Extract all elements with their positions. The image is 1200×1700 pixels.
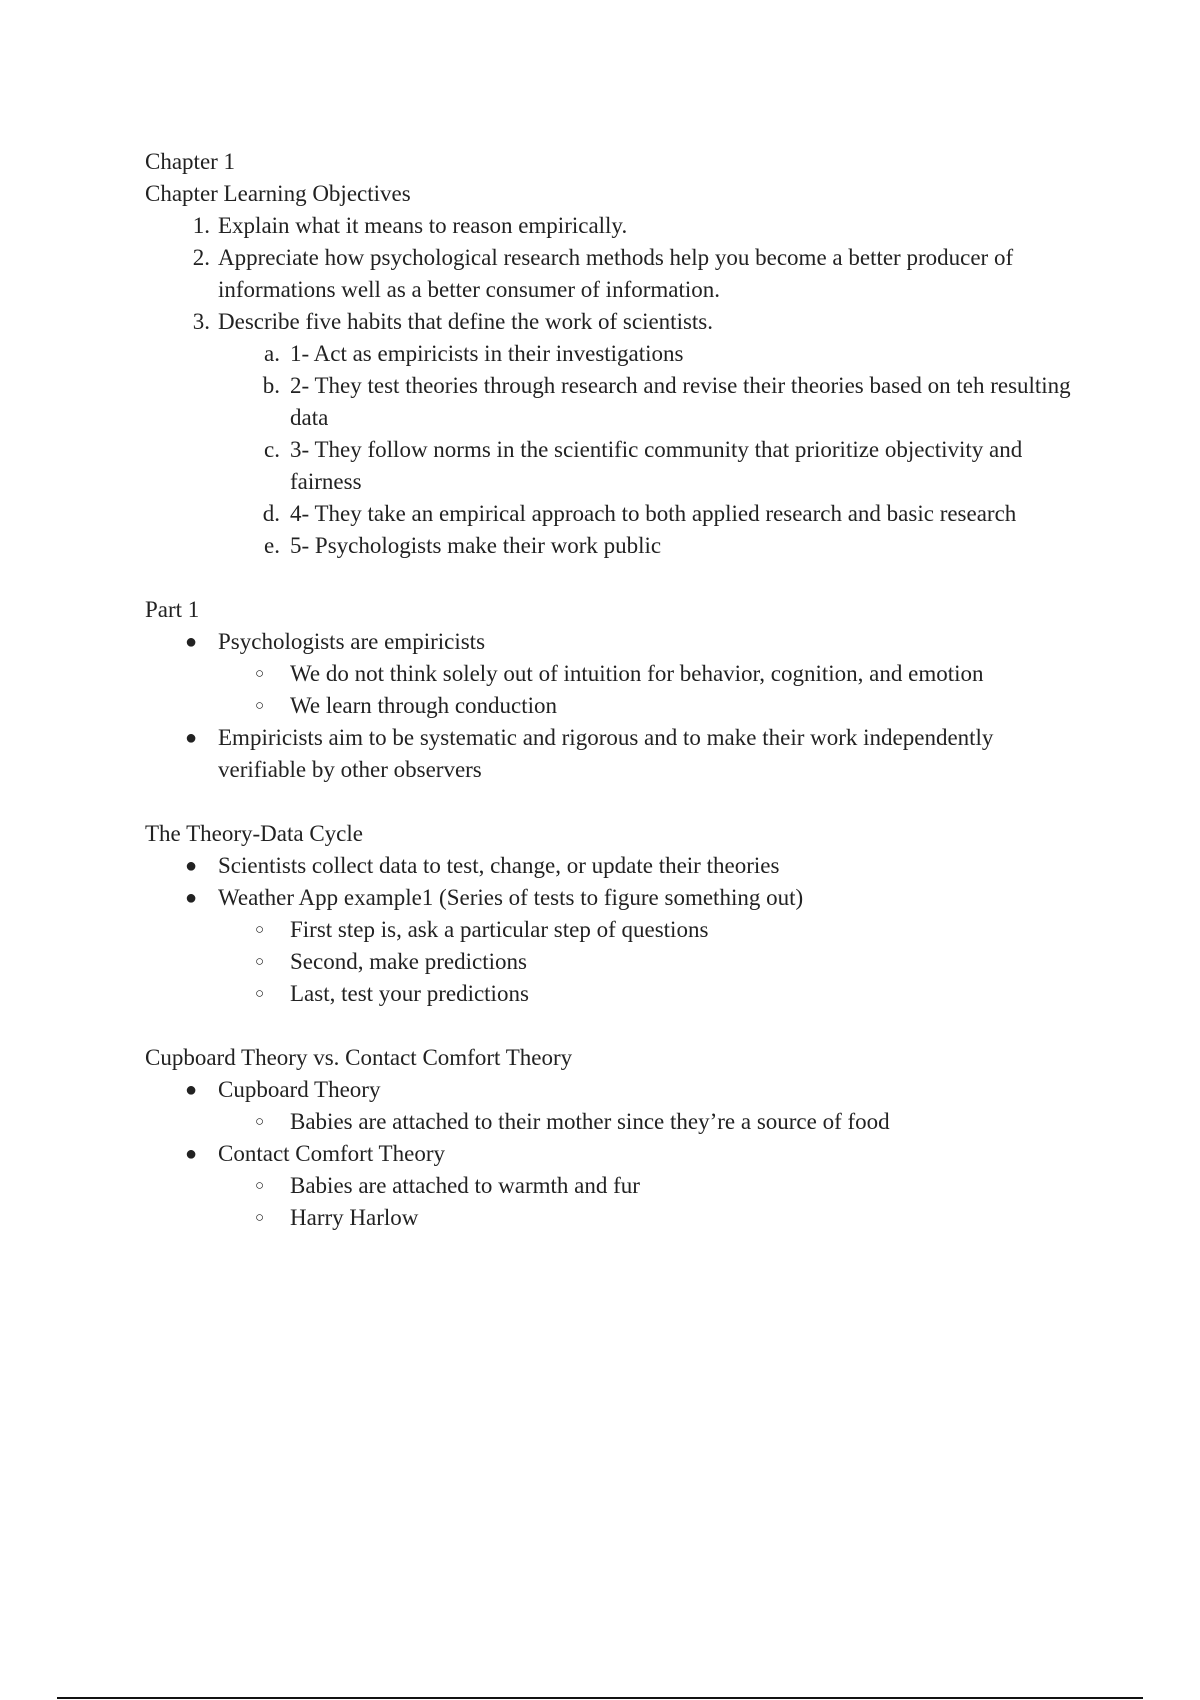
sub-bullet-item	[145, 658, 1085, 690]
sub-bullet-item	[145, 1106, 1085, 1138]
sub-bullet-text: We learn through conduction	[290, 693, 558, 718]
section-heading-cycle: The Theory-Data Cycle	[145, 821, 363, 846]
sub-bullet-text: First step is, ask a particular step of questions	[290, 917, 709, 942]
list-item-text: 2- They test theories through research and revise their theories based on teh resulting data	[290, 373, 1071, 430]
bullet-icon: ●	[185, 1143, 198, 1165]
bullet-icon: ●	[185, 631, 198, 653]
list-number: 2.	[192, 245, 210, 270]
sub-bullet-text: We do not think solely out of intuition for behavior, cognition, and emotion	[290, 661, 984, 686]
objectives-heading: Chapter Learning Objectives	[145, 181, 411, 206]
sub-bullet-item	[145, 1202, 1085, 1234]
sub-bullet-item	[145, 946, 1085, 978]
bullet-item	[145, 850, 1085, 882]
list-item-text: 3- They follow norms in the scientific community that prioritize objectivity and fairness	[290, 437, 1023, 494]
bullet-text: Scientists collect data to test, change, or update their theories	[218, 853, 780, 878]
list-item	[145, 530, 1085, 562]
circle-bullet-icon: ○	[255, 698, 265, 714]
sub-bullet-text: Babies are attached to their mother since they’re a source of food	[290, 1109, 890, 1134]
list-item-text: 1- Act as empiricists in their investigations	[290, 341, 684, 366]
sub-bullet-text: Second, make predictions	[290, 949, 527, 974]
list-item-text: Appreciate how psychological research methods help you become a better producer of informations well as a better consumer of information.	[218, 245, 1014, 302]
sub-bullet-item	[145, 914, 1085, 946]
document-page	[145, 146, 1085, 1234]
list-item	[145, 242, 1085, 306]
list-item	[145, 370, 1085, 434]
bullet-item	[145, 1138, 1085, 1170]
list-number: 1.	[192, 213, 210, 238]
list-letter: e.	[264, 533, 280, 558]
list-letter: c.	[264, 437, 280, 462]
section-heading-theories: Cupboard Theory vs. Contact Comfort Theory	[145, 1045, 573, 1070]
circle-bullet-icon: ○	[255, 1114, 265, 1130]
list-item	[145, 210, 1085, 242]
list-letter: d.	[262, 501, 280, 526]
sub-bullet-item	[145, 1170, 1085, 1202]
list-item-text: Describe five habits that define the work of scientists.	[218, 309, 713, 334]
bullet-text: Cupboard Theory	[218, 1077, 381, 1102]
sub-bullet-item	[145, 690, 1085, 722]
sub-bullet-text: Babies are attached to warmth and fur	[290, 1173, 640, 1198]
list-item-text: Explain what it means to reason empirically.	[218, 213, 628, 238]
bullet-icon: ●	[185, 855, 198, 877]
bullet-text: Contact Comfort Theory	[218, 1141, 445, 1166]
bullet-text: Weather App example1 (Series of tests to figure something out)	[218, 885, 804, 910]
list-letter: a.	[264, 341, 280, 366]
list-item	[145, 306, 1085, 338]
chapter-title: Chapter 1	[145, 149, 236, 174]
sub-bullet-text: Last, test your predictions	[290, 981, 529, 1006]
bullet-item	[145, 882, 1085, 914]
sub-bullet-item	[145, 978, 1085, 1010]
bottom-divider	[57, 1697, 1143, 1699]
circle-bullet-icon: ○	[255, 666, 265, 682]
bullet-icon: ●	[185, 887, 198, 909]
bullet-item	[145, 1074, 1085, 1106]
bullet-item	[145, 626, 1085, 658]
list-item	[145, 498, 1085, 530]
list-number: 3.	[192, 309, 210, 334]
list-item	[145, 338, 1085, 370]
list-letter: b.	[262, 373, 280, 398]
bullet-text: Empiricists aim to be systematic and rigorous and to make their work independently verifiable by other observers	[218, 725, 994, 782]
circle-bullet-icon: ○	[255, 922, 265, 938]
circle-bullet-icon: ○	[255, 1178, 265, 1194]
circle-bullet-icon: ○	[255, 986, 265, 1002]
bullet-icon: ●	[185, 1079, 198, 1101]
bullet-text: Psychologists are empiricists	[218, 629, 486, 654]
circle-bullet-icon: ○	[255, 954, 265, 970]
sub-bullet-text: Harry Harlow	[290, 1205, 419, 1230]
list-item-text: 4- They take an empirical approach to both applied research and basic research	[290, 501, 1017, 526]
section-heading-part1: Part 1	[145, 597, 200, 622]
list-item	[145, 434, 1085, 498]
list-item-text: 5- Psychologists make their work public	[290, 533, 662, 558]
bullet-item	[145, 722, 1085, 786]
bullet-icon: ●	[185, 727, 198, 749]
circle-bullet-icon: ○	[255, 1210, 265, 1226]
